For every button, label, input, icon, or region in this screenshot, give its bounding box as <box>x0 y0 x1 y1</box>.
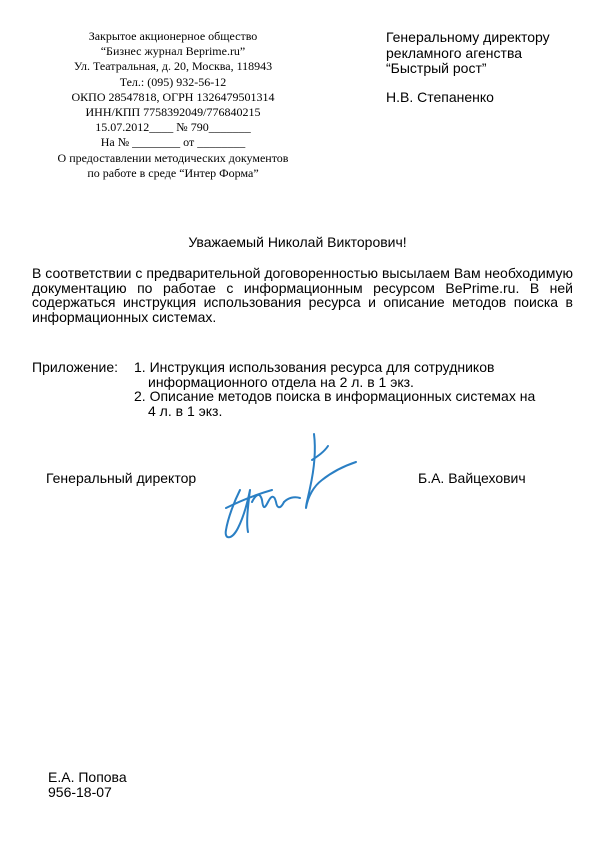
recipient-block <box>386 30 550 105</box>
sender-phone: Тел.: (095) 932-56-12 <box>119 74 227 89</box>
executor-phone: 956-18-07 <box>48 784 112 800</box>
sender-block <box>28 29 318 181</box>
attachment-item-2: 2. Описание методов поиска в информационных системах на <box>134 388 536 404</box>
attachment-label: Приложение: <box>32 359 119 375</box>
recipient-position: Генеральному директору <box>386 29 550 45</box>
sender-address: Ул. Театральная, д. 20, Москва, 118943 <box>73 59 273 74</box>
sender-inn-kpp: ИНН/КПП 7758392049/776840215 <box>85 105 261 120</box>
incoming-reference: На № ________ от ________ <box>100 135 246 150</box>
recipient-name: Н.В. Степаненко <box>386 88 494 105</box>
sender-okpo-ogrn: ОКПО 28547818, ОГРН 1326479501314 <box>71 89 275 104</box>
sender-company-type: Закрытое акционерное общество <box>88 29 258 43</box>
signatory-name: Б.А. Вайцехович <box>418 470 526 486</box>
sender-company-name: “Бизнес журнал Beprime.ru” <box>100 44 246 59</box>
attachment-item-1-cont: информационного отдела на 2 л. в 1 экз. <box>148 373 414 390</box>
letter-subject-line2: по работе в среде “Интер Форма” <box>87 165 259 180</box>
salutation: Уважаемый Николай Викторович! <box>188 234 407 250</box>
recipient-org-type: рекламного агенства <box>386 44 523 61</box>
attachment-list <box>32 359 536 419</box>
executor-block <box>48 770 127 800</box>
handwritten-signature <box>218 430 368 550</box>
attachment-item-2-cont: 4 л. в 1 экз. <box>148 402 223 419</box>
executor-name: Е.А. Попова <box>48 769 127 785</box>
letter-body: В соответствии с предварительной договоренностью высылаем Вам необходимую документацию по работае с информационным ресурсом BePrime.ru. В ней содержаться инструкция использования ресурса и описание методов поиска в информационных системах. <box>32 265 573 325</box>
attachment-item-1: 1. Инструкция использования ресурса для сотрудников <box>134 359 495 375</box>
recipient-org-name: “Быстрый рост” <box>386 60 487 76</box>
signatory-position: Генеральный директор <box>46 470 197 486</box>
outgoing-date-number: 15.07.2012____ № 790_______ <box>95 120 251 135</box>
letter-subject-line1: О предоставлении методических документов <box>57 150 289 165</box>
